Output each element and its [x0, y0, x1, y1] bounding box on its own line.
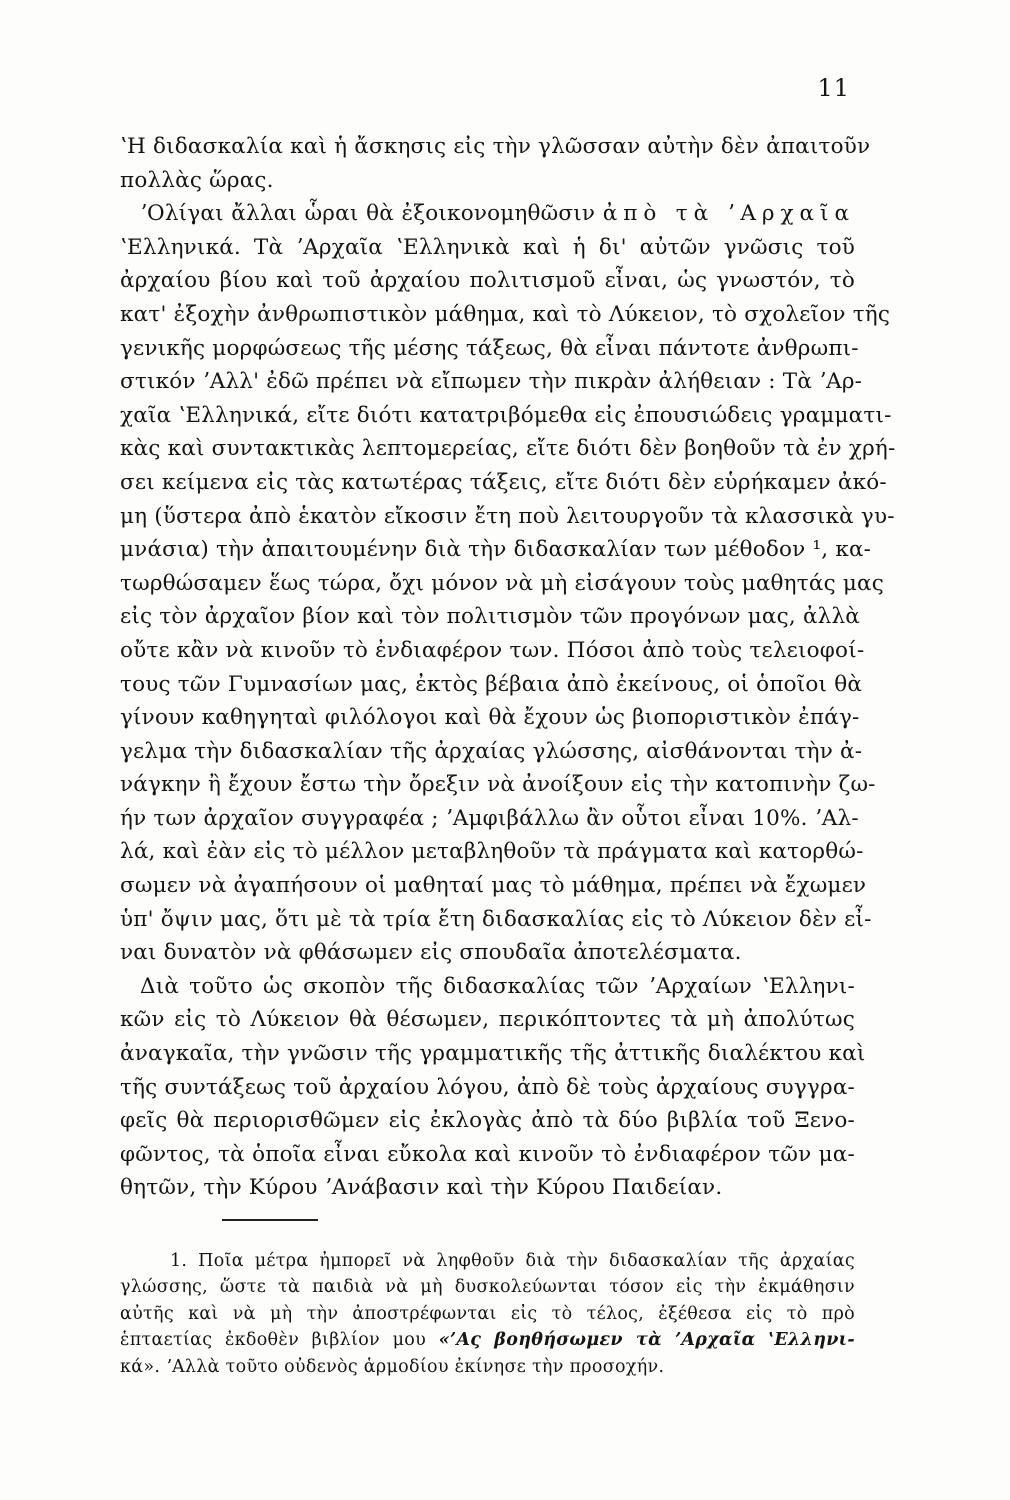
footnote-line-part: ἑπταετίας ἐκδοθὲν βιβλίον μου: [120, 1330, 427, 1351]
text-line: κῶν εἰς τὸ Λύκειον θὰ θέσωμεν, περικόπτοντες τὰ μὴ ἀπολύτως: [120, 1007, 855, 1033]
text-line: ναι δυνατὸν νὰ φθάσωμεν εἰς σπουδαῖα ἀποτελέσματα.: [120, 940, 742, 966]
text-line: ἀρχαίου βίου καὶ τοῦ ἀρχαίου πολιτισμοῦ εἶναι, ὡς γνωστόν, τὸ: [120, 268, 855, 294]
book-title: «ʼΑς βοηθήσωμεν τὰ ʼΑρχαῖα: [438, 1330, 756, 1351]
text-line: γενικῆς μορφώσεως τῆς μέσης τάξεως, θὰ εἶναι πάντοτε ἀνθρωπι-: [120, 335, 859, 361]
page-number: 11: [817, 74, 850, 102]
text-line: εἰς τὸν ἀρχαῖον βίον καὶ τὸν πολιτισμὸν τῶν προγόνων μας, ἀλλὰ: [120, 604, 861, 630]
footnote-line: γλώσσης, ὥστε τὰ παιδιὰ νὰ μὴ δυσκολεύωνται τόσον εἰς τὴν ἐκμάθησιν: [120, 1277, 855, 1298]
book-title-end: ʽΕλληνι-: [768, 1330, 855, 1351]
text-line: μη (ὕστερα ἀπὸ ἑκατὸν εἴκοσιν ἔτη ποὺ λειτουργοῦν τὰ κλασσικὰ γυ-: [120, 503, 895, 529]
text-line: ʽΕλληνικά. Τὰ ʼΑρχαῖα ʽΕλληνικὰ καὶ ἡ δι' αὐτῶν γνῶσις τοῦ: [120, 234, 855, 260]
text-line: μνάσια) τὴν ἀπαιτουμένην διὰ τὴν διδασκαλίαν των μέθοδον ¹, κα-: [120, 537, 872, 563]
text-line: τωρθώσαμεν ἕως τώρα, ὄχι μόνον νὰ μὴ εἰσάγουν τοὺς μαθητάς μας: [120, 570, 884, 596]
text-line: θητῶν, τὴν Κύρου ʼΑνάβασιν καὶ τὴν Κύρου Παιδείαν.: [120, 1175, 723, 1201]
text-line: [120, 197, 855, 231]
text-line: φεῖς θὰ περιορισθῶμεν εἰς ἐκλογὰς ἀπὸ τὰ δύο βιβλία τοῦ Ξενο-: [120, 1108, 855, 1134]
main-text: [120, 130, 896, 1205]
text-line: γίνουν καθηγηταὶ φιλόλογοι καὶ θὰ ἔχουν ὡς βιοποριστικὸν ἐπάγ-: [120, 705, 860, 731]
footnote: [120, 1248, 855, 1380]
text-line: ήν των ἀρχαῖον συγγραφέα ; ʼΑμφιβάλλω ἂν οὗτοι εἶναι 10%. ʼΑλ-: [120, 805, 859, 831]
text-line: ἀναγκαῖα, τὴν γνῶσιν τῆς γραμματικῆς τῆς ἀττικῆς διαλέκτου καὶ: [120, 1041, 866, 1067]
text-line: λά, καὶ ἐὰν εἰς τὸ μέλλον μεταβληθοῦν τὰ πράγματα καὶ κατορθώ-: [120, 839, 864, 865]
text-line: γελμα τὴν διδασκαλίαν τῆς ἀρχαίας γλώσσης, αἰσθάνονται τὴν ἀ-: [120, 738, 863, 764]
text-line: σει κείμενα εἰς τὰς κατωτέρας τάξεις, εἴτε διότι δὲν εὑρήκαμεν ἀκό-: [120, 469, 887, 495]
text-line: χαῖα ʽΕλληνικά, εἴτε διότι κατατριβόμεθα εἰς ἐπουσιώδεις γραμματι-: [120, 402, 892, 428]
footnote-line: 1. Ποῖα μέτρα ἠμπορεῖ νὰ ληφθοῦν διὰ τὴν διδασκαλίαν τῆς ἀρχαίας: [170, 1251, 855, 1271]
text-line: σωμεν νὰ ἀγαπήσουν οἱ μαθηταί μας τὸ μάθημα, πρέπει νὰ ἔχωμεν: [120, 873, 867, 899]
text-line: πολλὰς ὥρας.: [120, 167, 274, 193]
text-line: φῶντος, τὰ ὁποῖα εἶναι εὔκολα καὶ κινοῦν τὸ ἐνδιαφέρον τῶν μα-: [120, 1141, 855, 1167]
footnote-line: κά». ʼΑλλὰ τοῦτο οὐδενὸς ἁρμοδίου ἐκίνησε τὴν προσοχήν.: [120, 1356, 665, 1377]
footnote-line: [120, 1327, 855, 1353]
text-line: οὔτε κἂν νὰ κινοῦν τὸ ἐνδιαφέρον των. Πόσοι ἀπὸ τοὺς τελειοφοί-: [120, 637, 865, 663]
footnote-line: αὐτῆς καὶ νὰ μὴ τὴν ἀποστρέφωνται εἰς τὸ τέλος, ἐξέθεσα εἰς τὸ πρὸ: [120, 1303, 855, 1324]
text-line: κὰς καὶ συντακτικὰς λεπτομερείας, εἴτε διότι δὲν βοηθοῦν τὰ ἐν χρή-: [120, 436, 896, 462]
text-line-part: ʼΟλίγαι ἄλλαι ὧραι θὰ ἐξοικονομηθῶσιν: [140, 201, 596, 227]
footnote-divider: [222, 1219, 318, 1221]
text-line: ʽΗ διδασκαλία καὶ ἡ ἄσκησις εἰς τὴν γλῶσσαν αὐτὴν δὲν ἀπαιτοῦν: [120, 134, 871, 159]
text-line: τῆς συντάξεως τοῦ ἀρχαίου λόγου, ἀπὸ δὲ τοὺς ἀρχαίους συγγρα-: [120, 1074, 855, 1100]
text-line: τους τῶν Γυμνασίων μας, ἐκτὸς βέβαια ἀπὸ ἐκείνους, οἱ ὁποῖοι θὰ: [120, 671, 863, 697]
text-line: νάγκην ἢ ἔχουν ἔστω τὴν ὄρεξιν νὰ ἀνοίξουν εἰς τὴν κατοπινὴν ζω-: [120, 772, 876, 798]
text-line: στικόν ʼΑλλ' ἐδῶ πρέπει νὰ εἴπωμεν τὴν πικρὰν ἀλήθειαν : Τὰ ʼΑρ-: [120, 369, 863, 395]
text-line: Διὰ τοῦτο ὡς σκοπὸν τῆς διδασκαλίας τῶν ʼΑρχαίων ʽΕλληνι-: [140, 973, 855, 999]
spaced-phrase: ἀπὸ τὰ ʼΑρχαῖα: [602, 201, 855, 227]
text-line: ὑπ' ὄψιν μας, ὅτι μὲ τὰ τρία ἔτη διδασκαλίας εἰς τὸ Λύκειον δὲν εἶ-: [120, 906, 872, 932]
text-line: κατ' ἐξοχὴν ἀνθρωπιστικὸν μάθημα, καὶ τὸ Λύκειον, τὸ σχολεῖον τῆς: [120, 301, 891, 327]
